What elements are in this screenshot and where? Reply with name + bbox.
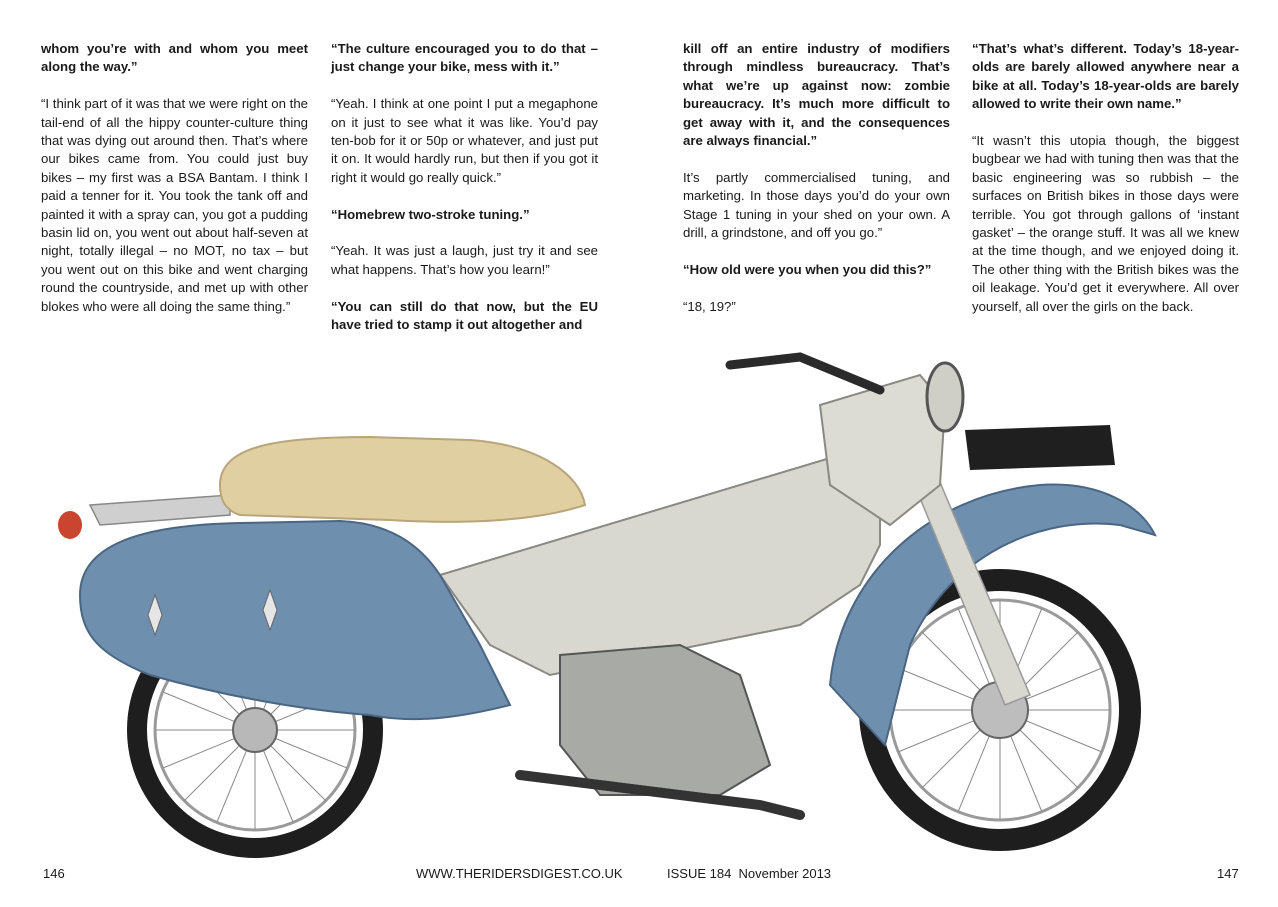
paragraph: whom you’re with and whom you meet along the way.” bbox=[41, 41, 308, 75]
paragraph: kill off an entire industry of modifiers through mindless bureaucracy. That’s what we’re up against now: zombie bureaucracy. It’s much more difficult to get away with it, and the consequences are always financial.” bbox=[683, 41, 950, 149]
engine bbox=[560, 645, 770, 795]
paragraph: “Yeah. I think at one point I put a megaphone on it just to see what it was like. You’d pay ten-bob for it or 50p or whatever, and just put it on. It would hardly run, but then if you got it right it would go really quick.” bbox=[331, 96, 598, 185]
seat bbox=[220, 437, 585, 522]
rear-light bbox=[58, 511, 82, 539]
page-number-right: 147 bbox=[1217, 866, 1239, 881]
headlamp bbox=[927, 363, 963, 431]
paragraph: “Yeah. It was just a laugh, just try it and see what happens. That’s how you learn!” bbox=[331, 243, 598, 277]
paragraph: “I think part of it was that we were right on the tail-end of all the hippy counter-culture thing that was dying out around then. That’s where our bikes came from. You could just buy bikes – my first was a BSA Bantam. I think I paid a tenner for it. You took the tank off and painted it with a spray can, you got a pudding basin lid on, you went out about half-seven at night, totally illegal – no MOT, no tax – but you went out on this bike and went charging round the countryside, and met up with other blokes who were all doing the same thing.” bbox=[41, 96, 308, 314]
rear-carrier bbox=[90, 495, 230, 525]
website-url: WWW.THERIDERSDIGEST.CO.UK bbox=[416, 866, 623, 881]
paragraph: “You can still do that now, but the EU have tried to stamp it out altogether and bbox=[331, 298, 598, 333]
paragraph: “18, 19?” bbox=[683, 298, 736, 314]
motorcycle-photo bbox=[40, 345, 1240, 865]
paragraph: “How old were you when you did this?” bbox=[683, 261, 932, 277]
paragraph: It’s partly commercialised tuning, and marketing. In those days you’d do your own Stage 1 tuning in your shed on your own. A drill, a grindstone, and off you go.” bbox=[683, 169, 950, 241]
front-number-plate bbox=[965, 425, 1115, 470]
paragraph: “Homebrew two-stroke tuning.” bbox=[331, 206, 530, 222]
paragraph: “It wasn’t this utopia though, the biggest bugbear we had with tuning then was that the basic engineering was so rubbish – the surfaces on British bikes in those days were terrible. You got through gallons of ‘instant gasket’ – the orange stuff. It was all we knew at the time though, and we enjoyed doing it. The other thing with the British bikes was the oil leakage. You’d get it everywhere. All over yourself, all over the girls on the back. bbox=[972, 133, 1239, 314]
page-number-left: 146 bbox=[43, 866, 65, 881]
paragraph: “The culture encouraged you to do that – just change your bike, mess with it.” bbox=[331, 41, 598, 75]
article-column-3 bbox=[683, 40, 950, 334]
article-column-1 bbox=[41, 40, 308, 334]
paragraph: “That’s what’s different. Today’s 18-year-olds are barely allowed anywhere near a bike at all. Today’s 18-year-olds are barely allowed to write their own name.” bbox=[972, 41, 1239, 112]
issue-info: ISSUE 184 November 2013 bbox=[667, 866, 832, 881]
handlebar bbox=[730, 357, 880, 390]
article-column-4 bbox=[972, 40, 1239, 334]
article-column-2 bbox=[331, 40, 598, 353]
